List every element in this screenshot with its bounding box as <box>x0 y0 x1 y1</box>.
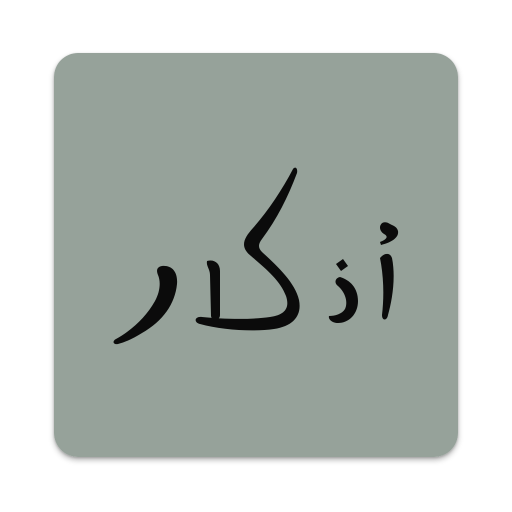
app-icon-artwork <box>54 53 458 457</box>
azkar-app-icon[interactable] <box>54 53 458 457</box>
